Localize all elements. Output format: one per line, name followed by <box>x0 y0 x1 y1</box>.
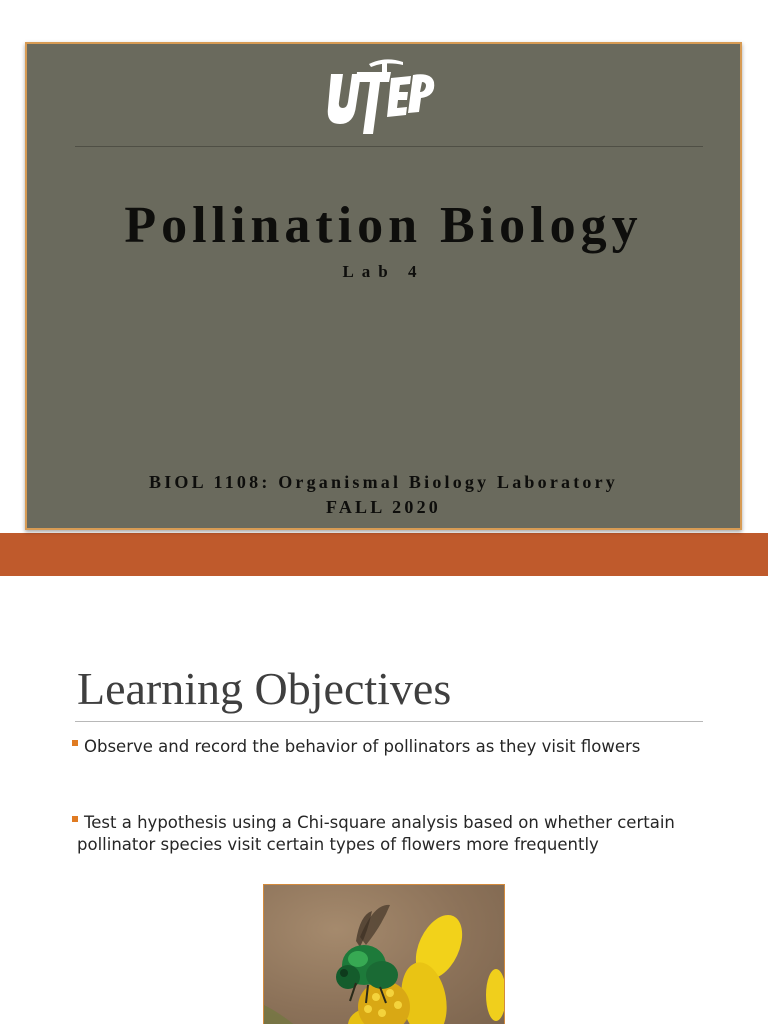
bee-on-flower-icon <box>264 885 504 1024</box>
course-term: FALL 2020 <box>326 497 441 517</box>
title-slide <box>25 42 742 530</box>
objective-text-line1: Test a hypothesis using a Chi-square analysis based on whether certain <box>84 813 675 832</box>
course-name: BIOL 1108: Organismal Biology Laboratory <box>148 472 619 492</box>
objectives-divider <box>75 721 703 722</box>
objective-text-line2: pollinator species visit certain types of flowers more frequently <box>77 835 599 854</box>
objective-text: Observe and record the behavior of pollinators as they visit flowers <box>84 737 641 756</box>
slide-subtitle: Lab 4 <box>342 262 425 281</box>
objective-item <box>72 736 702 758</box>
title-divider <box>75 146 703 147</box>
bee-photo <box>263 884 505 1024</box>
accent-band <box>0 533 768 576</box>
utep-logo <box>327 52 439 136</box>
slide-title: Pollination Biology <box>124 197 643 254</box>
bullet-square-icon <box>72 816 78 822</box>
bullet-square-icon <box>72 740 78 746</box>
objectives-heading: Learning Objectives <box>77 663 452 714</box>
utep-logo-icon <box>327 52 439 136</box>
objective-item <box>72 812 702 856</box>
